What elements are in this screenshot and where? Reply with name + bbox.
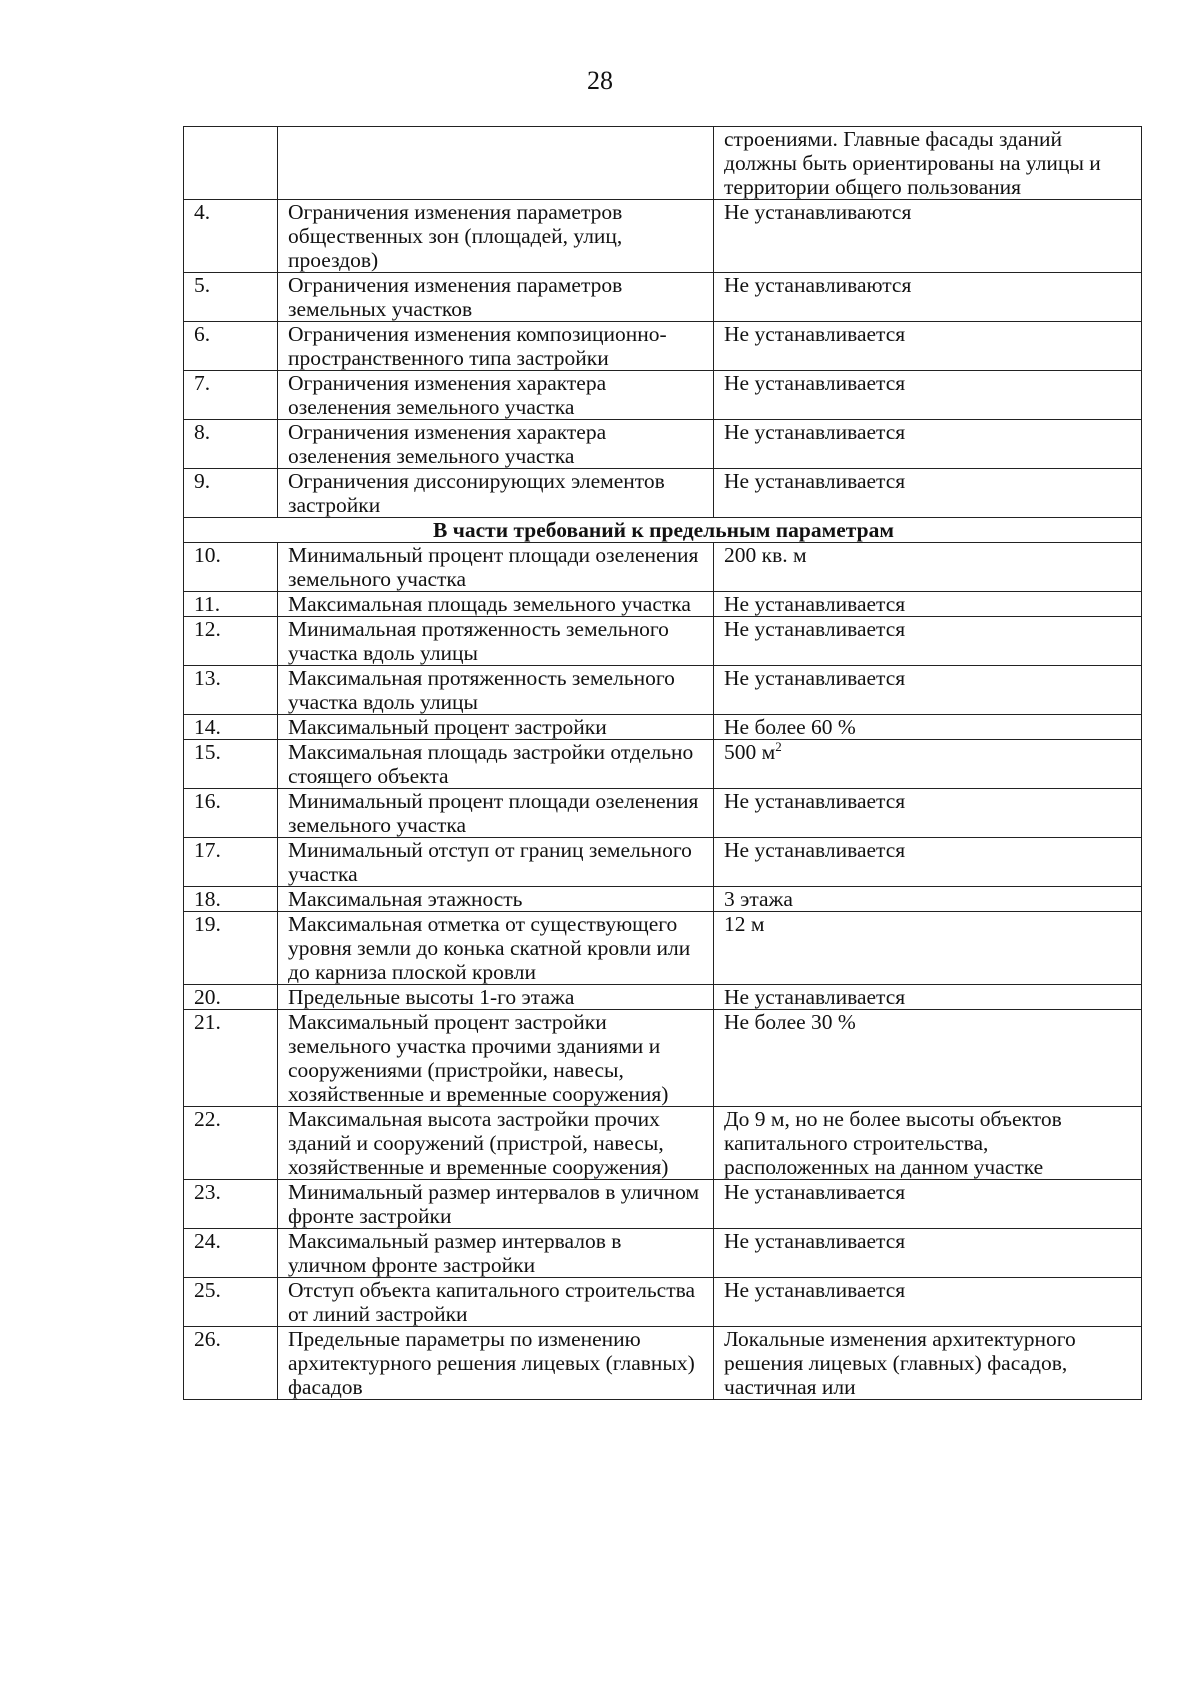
parameter-cell: Максимальная этажность [278,887,714,912]
table-row [184,666,1142,715]
parameter-cell: Ограничения изменения параметров земельных участков [278,273,714,322]
row-number: 20. [184,985,278,1010]
table-row [184,1229,1142,1278]
parameter-cell: Максимальный размер интервалов в уличном фронте застройки [278,1229,714,1278]
value-cell: Не устанавливается [714,420,1142,469]
value-cell: строениями. Главные фасады зданий должны быть ориентированы на улицы и территории общего пользования [714,127,1142,200]
value-text: 500 м [724,740,776,764]
page-number: 28 [587,66,613,95]
table-row [184,127,1142,200]
table-row [184,887,1142,912]
parameter-cell: Максимальная отметка от существующего уровня земли до конька скатной кровли или до карниза плоской кровли [278,912,714,985]
table-row [184,592,1142,617]
row-number: 7. [184,371,278,420]
parameter-cell: Минимальная протяженность земельного участка вдоль улицы [278,617,714,666]
parameter-cell: Максимальный процент застройки [278,715,714,740]
table-row [184,1010,1142,1107]
row-number: 18. [184,887,278,912]
parameter-cell: Максимальная площадь застройки отдельно стоящего объекта [278,740,714,789]
row-number: 6. [184,322,278,371]
value-cell: Не устанавливается [714,985,1142,1010]
row-number: 26. [184,1327,278,1400]
value-cell: Не устанавливается [714,469,1142,518]
row-number: 21. [184,1010,278,1107]
table-row [184,617,1142,666]
row-number: 5. [184,273,278,322]
parameter-cell: Максимальная протяженность земельного участка вдоль улицы [278,666,714,715]
parameter-cell: Минимальный процент площади озеленения земельного участка [278,789,714,838]
table-row [184,1180,1142,1229]
value-cell: Не устанавливается [714,371,1142,420]
section-title: В части требований к предельным параметрам [184,518,1142,543]
table-row [184,469,1142,518]
superscript: 2 [775,738,782,754]
parameter-cell: Минимальный размер интервалов в уличном фронте застройки [278,1180,714,1229]
section-header-row [184,518,1142,543]
table-row [184,838,1142,887]
table-row [184,322,1142,371]
row-number: 4. [184,200,278,273]
value-cell: Не устанавливаются [714,200,1142,273]
row-number: 8. [184,420,278,469]
parameter-cell: Отступ объекта капитального строительства от линий застройки [278,1278,714,1327]
parameter-cell: Максимальный процент застройки земельного участка прочими зданиями и сооружениями (пристройки, навесы, хозяйственные и временные сооружения) [278,1010,714,1107]
value-cell: Не устанавливается [714,617,1142,666]
parameter-cell: Ограничения изменения характера озеленения земельного участка [278,420,714,469]
parameter-cell: Ограничения диссонирующих элементов застройки [278,469,714,518]
parameter-cell: Предельные высоты 1-го этажа [278,985,714,1010]
parameter-cell: Минимальный отступ от границ земельного участка [278,838,714,887]
parameter-cell: Ограничения изменения параметров общественных зон (площадей, улиц, проездов) [278,200,714,273]
value-cell: Не устанавливается [714,592,1142,617]
value-cell: 3 этажа [714,887,1142,912]
row-number: 9. [184,469,278,518]
parameter-cell: Минимальный процент площади озеленения земельного участка [278,543,714,592]
table-row [184,371,1142,420]
row-number [184,127,278,200]
table-row [184,985,1142,1010]
value-cell: Не устанавливается [714,789,1142,838]
parameter-cell: Максимальная площадь земельного участка [278,592,714,617]
value-cell: Не устанавливается [714,838,1142,887]
value-cell: Не устанавливается [714,1278,1142,1327]
value-cell: Локальные изменения архитектурного решения лицевых (главных) фасадов, частичная или [714,1327,1142,1400]
table-row [184,912,1142,985]
table-row [184,273,1142,322]
row-number: 22. [184,1107,278,1180]
value-cell: 200 кв. м [714,543,1142,592]
row-number: 15. [184,740,278,789]
parameter-cell: Ограничения изменения характера озеленения земельного участка [278,371,714,420]
row-number: 14. [184,715,278,740]
parameter-cell [278,127,714,200]
parameter-cell: Предельные параметры по изменению архитектурного решения лицевых (главных) фасадов [278,1327,714,1400]
value-cell: Не устанавливаются [714,273,1142,322]
row-number: 24. [184,1229,278,1278]
parameters-table [183,126,1142,1400]
value-cell: 12 м [714,912,1142,985]
row-number: 12. [184,617,278,666]
parameter-cell: Ограничения изменения композиционно-пространственного типа застройки [278,322,714,371]
value-cell: Не более 30 % [714,1010,1142,1107]
table-row [184,789,1142,838]
value-cell: Не устанавливается [714,1229,1142,1278]
table-row [184,1278,1142,1327]
row-number: 19. [184,912,278,985]
table-row [184,1327,1142,1400]
row-number: 11. [184,592,278,617]
value-cell: До 9 м, но не более высоты объектов капитального строительства, расположенных на данном участке [714,1107,1142,1180]
row-number: 25. [184,1278,278,1327]
table-row [184,740,1142,789]
table-row [184,543,1142,592]
row-number: 16. [184,789,278,838]
table-row [184,200,1142,273]
table-row [184,420,1142,469]
row-number: 17. [184,838,278,887]
table-body [184,127,1142,1400]
table-row [184,715,1142,740]
parameter-cell: Максимальная высота застройки прочих зданий и сооружений (пристрой, навесы, хозяйственные и временные сооружения) [278,1107,714,1180]
value-cell: Не устанавливается [714,1180,1142,1229]
row-number: 13. [184,666,278,715]
row-number: 10. [184,543,278,592]
row-number: 23. [184,1180,278,1229]
value-cell: Не устанавливается [714,322,1142,371]
value-cell [714,740,1142,789]
value-cell: Не устанавливается [714,666,1142,715]
table-row [184,1107,1142,1180]
value-cell: Не более 60 % [714,715,1142,740]
